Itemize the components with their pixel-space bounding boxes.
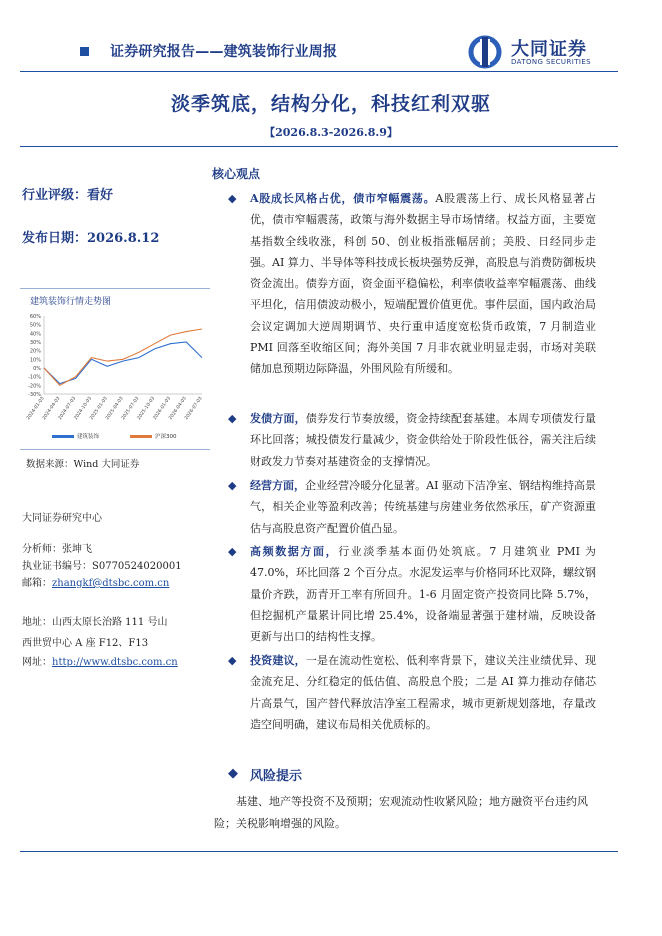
x-tick-label: 2025-10-03 xyxy=(136,396,157,422)
risk-text xyxy=(214,791,598,834)
footer-divider xyxy=(20,851,618,852)
y-tick-label: -10% xyxy=(28,374,41,381)
core-view-1-lead: A股成长风格占优，债市窄幅震荡。 xyxy=(250,192,436,205)
core-view-4-text: 行业淡季基本面仍处筑底。7 月建筑业 PMI 为 47.0%，环比回落 2 个百分点。水泥发运率与价格同环比双降，螺纹钢量价齐跌，沥青开工率有所回升。1-6 月固定资产投资同比降 5.7%，但挖掘机产量累计同比增 25.4%，设备端显著强于建材端，反映设备更新与出口的结构性支撑。 xyxy=(250,545,597,644)
email-link[interactable]: zhangkf@dtsbc.com.cn xyxy=(52,578,170,589)
core-view-3-lead: 经营方面， xyxy=(250,479,306,492)
diamond-bullet-icon: ◆ xyxy=(228,192,237,205)
diamond-bullet-icon: ◆ xyxy=(228,412,237,425)
x-tick-label: 2025-04-03 xyxy=(105,396,125,422)
risk-heading: 风险提示 xyxy=(250,769,303,784)
x-tick-label: 2024-07-03 xyxy=(57,396,78,422)
x-tick-label: 2026-04-03 xyxy=(168,396,188,422)
x-tick-label: 2025-07-03 xyxy=(121,396,141,422)
header-divider xyxy=(20,71,618,72)
core-view-2-lead: 发债方面， xyxy=(250,412,306,425)
series-line-2 xyxy=(44,329,202,385)
core-view-5-lead: 投资建议， xyxy=(250,654,306,667)
diamond-bullet-icon: ◆ xyxy=(228,479,237,492)
x-tick-label: 2026-01-03 xyxy=(152,396,173,422)
core-view-3-text: 企业经营冷暖分化显著。AI 驱动下洁净室、钢结构维持高景气，相关企业等盈利改善；传统基建与房建业务依然承压，矿产资源重估与高股息资产配置价值凸显。 xyxy=(250,479,596,535)
email-label: 邮箱： xyxy=(22,578,52,589)
x-tick-label: 2024-01-03 xyxy=(26,396,46,422)
diamond-bullet-icon: ◆ xyxy=(228,654,237,667)
y-tick-label: 0% xyxy=(33,366,41,372)
website-row xyxy=(22,655,178,670)
y-tick-label: 50% xyxy=(29,322,41,329)
core-view-5-text: 一是在流动性宽松、低利率背景下，建议关注业绩优异、现金流充足、分红稳定的低估值、高股息个股；二是 AI 算力推动存储芯片高景气，国产替代释放洁净室工程需求，城市更新规划落地，存量改造空间明确，建议布局相关优质标的。 xyxy=(250,654,597,731)
company-logo xyxy=(467,33,607,71)
x-tick-label: 2025-01-03 xyxy=(89,396,109,422)
cert-number: 执业证书编号：S0770524020001 xyxy=(22,561,182,572)
logo-text: 大同证券 xyxy=(511,39,587,60)
chart-title: 建筑装饰行情走势图 xyxy=(30,297,112,307)
logo-subtext: DATONG SECURITIES xyxy=(511,58,591,66)
y-tick-label: 30% xyxy=(29,340,41,346)
report-date-range: 【2026.8.3-2026.8.9】 xyxy=(264,126,398,139)
data-source: 数据来源：Wind 大同证券 xyxy=(26,459,140,470)
title-divider xyxy=(20,146,618,147)
risk-diamond-icon: ◆ xyxy=(228,766,238,781)
core-view-2-text: 债券发行节奏放缓，资金持续配套基建。本周专项债发行量环比回落；城投债发行量减少，资金供给处于阶段性低谷，需关注后续财政发力节奏对基建资金的支撑情况。 xyxy=(250,412,597,468)
legend-swatch xyxy=(52,435,74,438)
industry-rating: 行业评级：看好 xyxy=(22,188,114,203)
email-row xyxy=(22,576,169,591)
y-tick-label: 40% xyxy=(29,331,41,338)
y-tick-label: 10% xyxy=(29,357,41,364)
header-marker xyxy=(80,47,89,56)
core-view-3 xyxy=(250,475,596,539)
core-view-4 xyxy=(250,541,596,647)
legend-label: 建筑装饰 xyxy=(77,434,100,440)
y-tick-label: -30% xyxy=(28,392,41,398)
x-tick-label: 2026-07-03 xyxy=(184,396,204,422)
series-line-1 xyxy=(44,342,202,384)
legend-label: 沪深300 xyxy=(155,434,177,440)
core-views-heading: 核心观点 xyxy=(212,167,261,181)
x-tick-label: 2024-04-03 xyxy=(42,396,62,422)
report-title: 淡季筑底，结构分化，科技红利双驱 xyxy=(170,93,491,115)
legend-swatch xyxy=(130,435,152,438)
core-view-5 xyxy=(250,650,596,735)
website-link[interactable]: http://www.dtsbc.com.cn xyxy=(52,657,178,668)
y-tick-label: 60% xyxy=(29,314,41,320)
diamond-bullet-icon: ◆ xyxy=(228,545,237,558)
risk-text-content: 基建、地产等投资不及预期；宏观流动性收紧风险；地方融资平台违约风险；关税影响增强的风险。 xyxy=(214,795,588,830)
address-line-1: 地址：山西太原长治路 111 号山 xyxy=(22,617,168,628)
y-tick-label: -20% xyxy=(28,383,41,390)
core-view-4-lead: 高频数据方面， xyxy=(250,545,339,558)
market-trend-chart xyxy=(22,310,210,445)
analyst-name: 分析师：张坤飞 xyxy=(22,544,92,555)
research-institute: 大同证券研究中心 xyxy=(22,513,102,524)
address-line-2: 西世贸中心 A 座 F12、F13 xyxy=(22,638,149,649)
website-label: 网址： xyxy=(22,657,52,668)
y-tick-label: 20% xyxy=(29,348,41,355)
core-view-1-text: A股震荡上行、成长风格显著占优，债市窄幅震荡，政策与海外数据主导市场情绪。权益方面，主要宽基指数全线收涨，科创 50、创业板指涨幅居前；美股、日经同步走强。AI 算力、半导体等科技成长板块强势反弹，高股息与消费防御板块资金流出。债券方面，资金面平稳偏松，利率债收益率窄幅震荡、曲线平坦化，信用债波动极小，短端配置价值更优。事件层面，国内政治局会议定调加大逆周期调节、央行重申适度宽松货币政策，7 月制造业 PMI 回落至收缩区间；海外美国 7 月非农就业明显走弱，市场对美联储加息预期边际降温，外围风险有所缓和。 xyxy=(250,192,596,376)
core-view-1 xyxy=(250,188,596,380)
x-tick-label: 2024-10-03 xyxy=(73,396,94,422)
publish-date: 发布日期：2026.8.12 xyxy=(22,231,160,246)
header-title: 证券研究报告——建筑装饰行业周报 xyxy=(110,44,338,60)
core-view-2 xyxy=(250,408,596,472)
logo-mark-icon xyxy=(467,33,507,71)
